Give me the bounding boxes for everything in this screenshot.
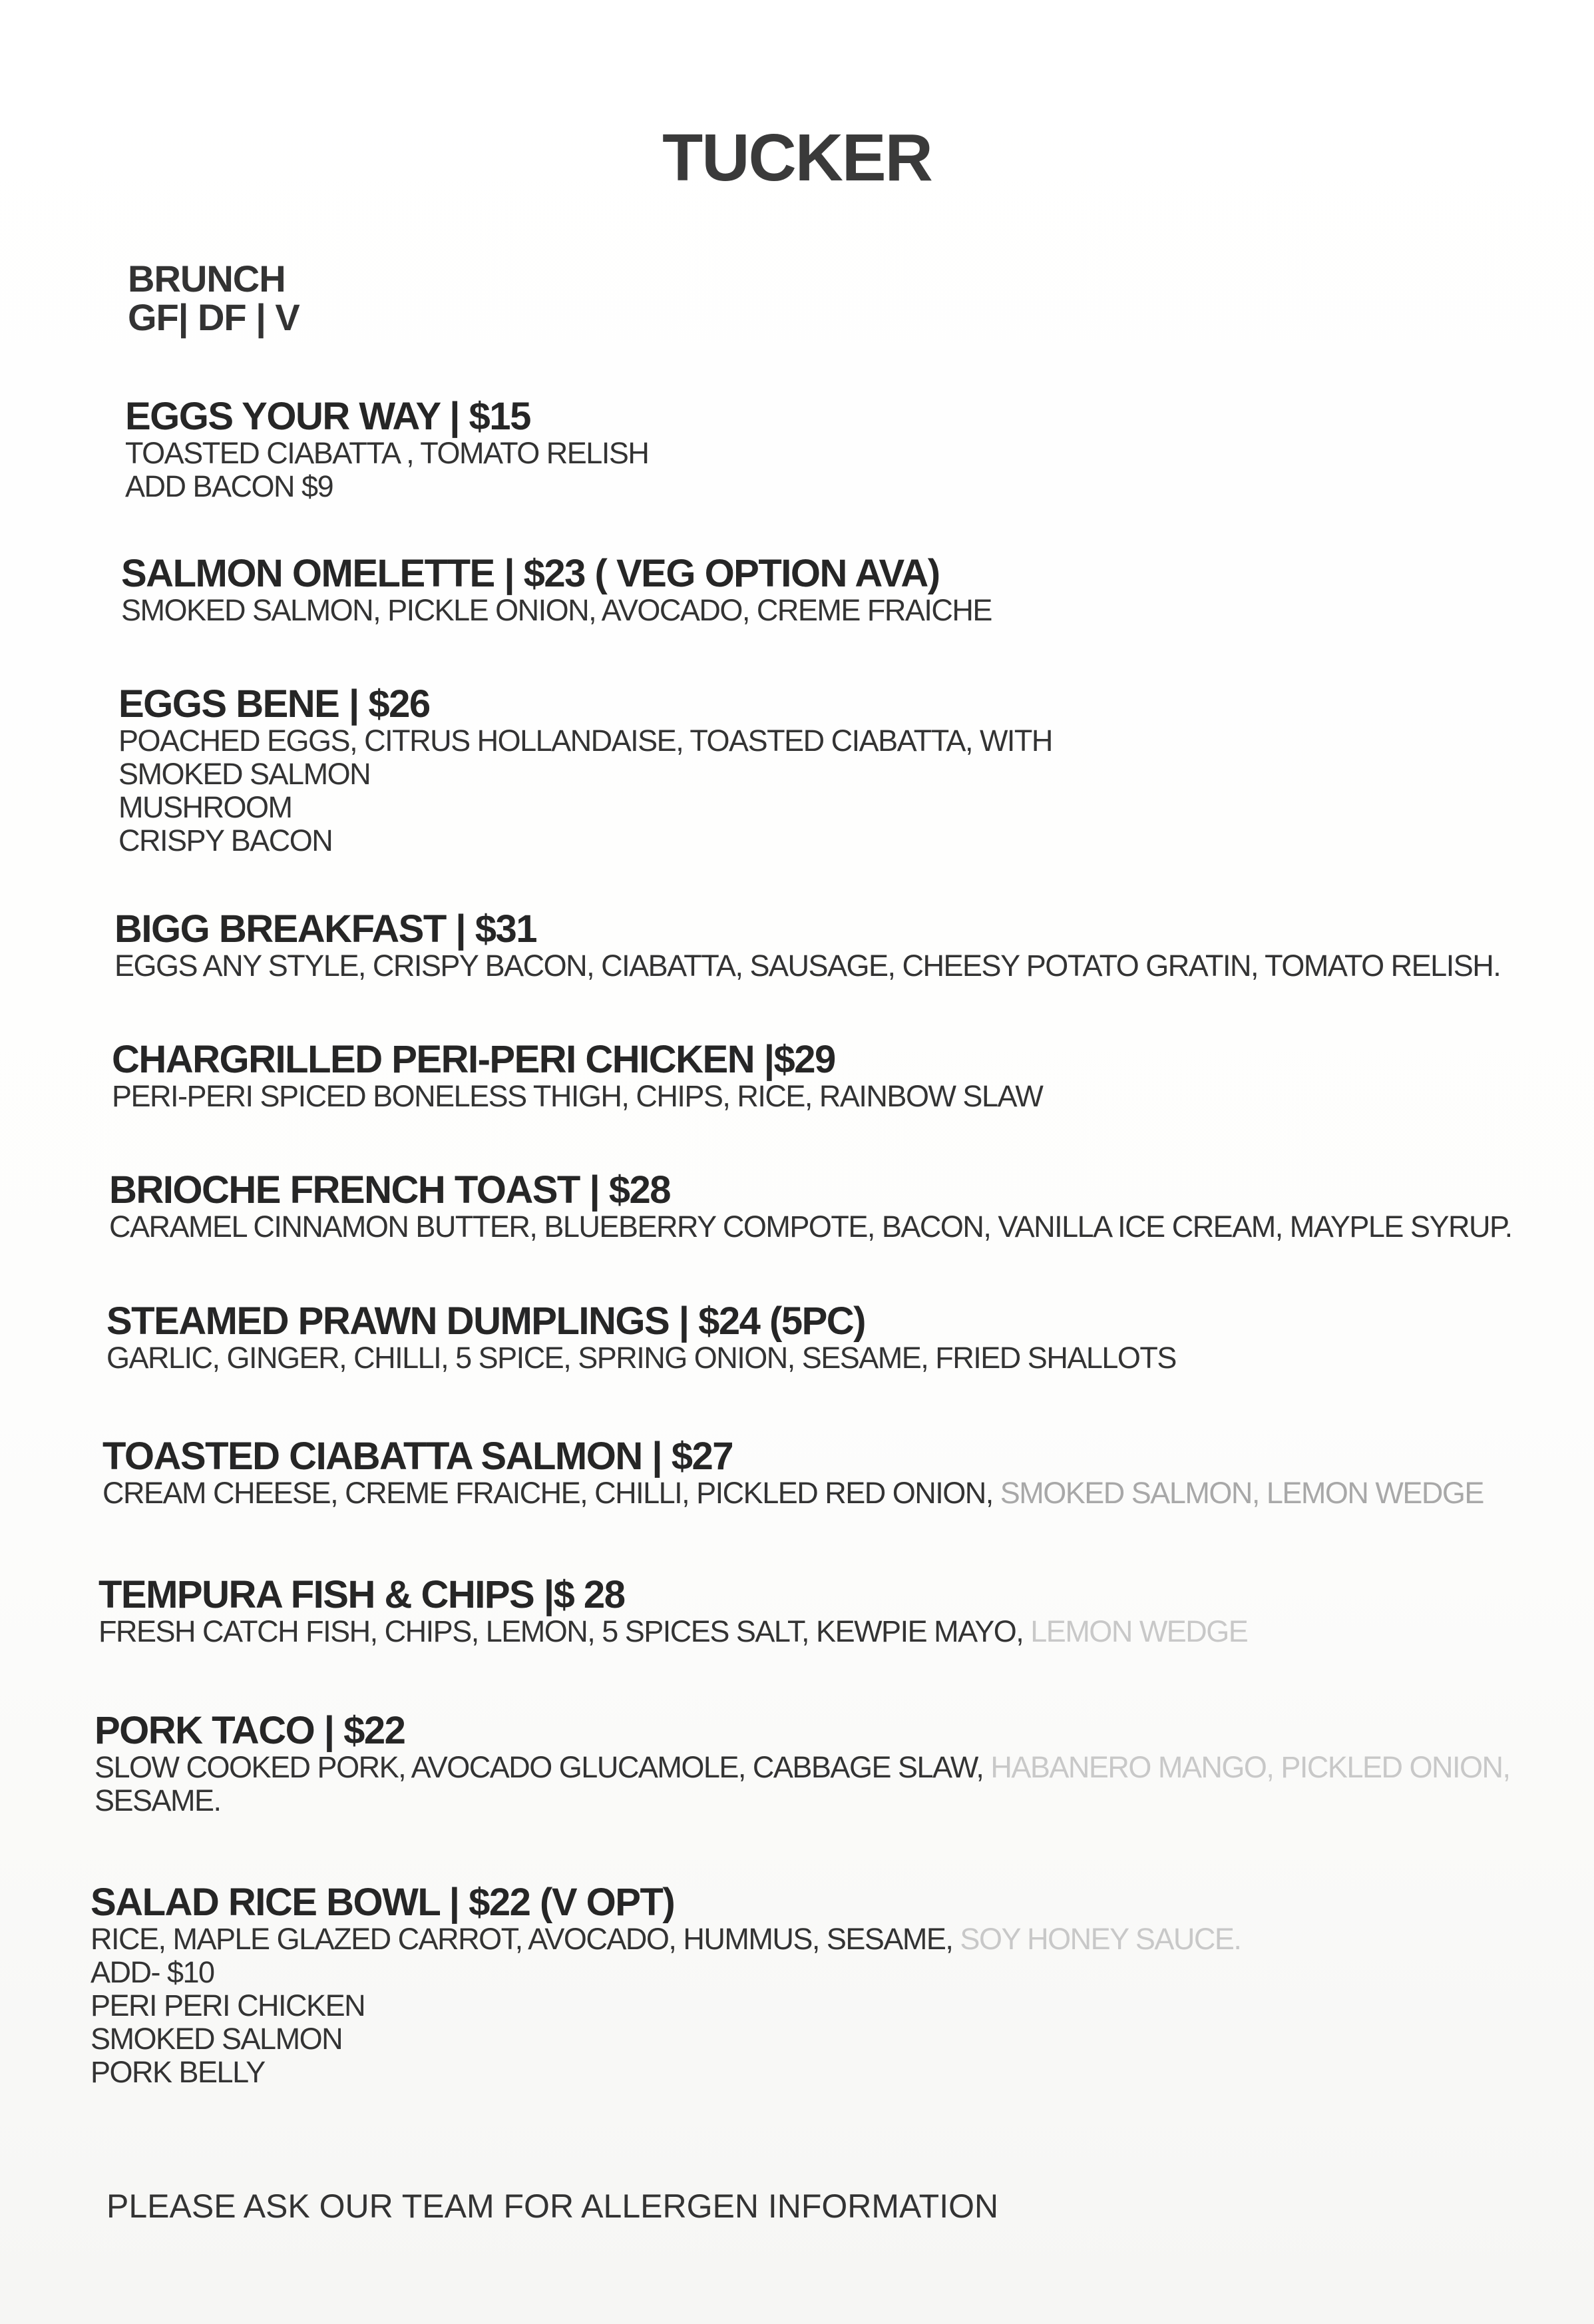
item-heading: EGGS BENE | $26 xyxy=(118,682,430,726)
item-heading: TOASTED CIABATTA SALMON | $27 xyxy=(102,1435,733,1478)
item-option: PERI PERI CHICKEN xyxy=(91,1988,365,2022)
menu-item xyxy=(106,1301,1571,1375)
item-heading: SALMON OMELETTE | $23 ( VEG OPTION AVA) xyxy=(121,552,940,595)
item-description: EGGS ANY STYLE, CRISPY BACON, CIABATTA, SAUSAGE, CHEESY POTATO GRATIN, TOMATO RELISH. xyxy=(114,949,1501,983)
item-description-faded: HABANERO MANGO, PICKLED ONION, xyxy=(983,1750,1510,1784)
item-description-faded: SOY HONEY SAUCE. xyxy=(952,1922,1241,1956)
menu-item xyxy=(102,1437,1567,1510)
dietary-tags: GF| DF | V xyxy=(128,296,299,338)
item-description-main: SLOW COOKED PORK, AVOCADO GLUCAMOLE, CABBAGE SLAW, xyxy=(95,1750,984,1784)
item-heading: PORK TACO | $22 xyxy=(95,1709,405,1752)
menu-item xyxy=(114,909,1579,983)
menu-item xyxy=(95,1711,1559,1817)
item-heading: BIGG BREAKFAST | $31 xyxy=(114,907,537,951)
menu-item xyxy=(118,684,1583,857)
item-description-main: FRESH CATCH FISH, CHIPS, LEMON, 5 SPICES SALT, KEWPIE MAYO, xyxy=(99,1614,1024,1648)
item-description: GARLIC, GINGER, CHILLI, 5 SPICE, SPRING ONION, SESAME, FRIED SHALLOTS xyxy=(106,1341,1176,1375)
section-name: BRUNCH xyxy=(128,258,286,300)
section-header xyxy=(128,260,299,337)
item-option: PORK BELLY xyxy=(91,2055,265,2089)
item-heading: EGGS YOUR WAY | $15 xyxy=(125,395,530,438)
menu-title: TUCKER xyxy=(662,120,932,195)
item-option: MUSHROOM xyxy=(118,790,292,824)
item-description-cont: SESAME. xyxy=(95,1783,221,1817)
menu-item xyxy=(121,554,1585,627)
item-description xyxy=(102,1477,1567,1510)
menu-item xyxy=(109,1170,1573,1244)
menu-item xyxy=(91,1883,1555,2089)
menu-item xyxy=(125,397,1589,503)
item-option: CRISPY BACON xyxy=(118,823,333,857)
item-addon: ADD- $10 xyxy=(91,1955,214,1989)
item-description-faded: LEMON WEDGE xyxy=(1023,1614,1248,1648)
item-description: SMOKED SALMON, PICKLE ONION, AVOCADO, CREME FRAICHE xyxy=(121,593,992,627)
item-description: PERI-PERI SPICED BONELESS THIGH, CHIPS, RICE, RAINBOW SLAW xyxy=(112,1079,1043,1113)
item-description xyxy=(91,1923,1555,1956)
item-heading: SALAD RICE BOWL | $22 (V OPT) xyxy=(91,1881,675,1924)
item-addon: ADD BACON $9 xyxy=(125,469,333,503)
item-description: TOASTED CIABATTA , TOMATO RELISH xyxy=(125,436,649,470)
item-description: POACHED EGGS, CITRUS HOLLANDAISE, TOASTED CIABATTA, WITH xyxy=(118,724,1052,758)
item-description: CARAMEL CINNAMON BUTTER, BLUEBERRY COMPOTE, BACON, VANILLA ICE CREAM, MAYPLE SYRUP. xyxy=(109,1210,1512,1244)
item-heading: CHARGRILLED PERI-PERI CHICKEN |$29 xyxy=(112,1038,835,1081)
item-description xyxy=(95,1751,1559,1784)
item-heading: TEMPURA FISH & CHIPS |$ 28 xyxy=(99,1573,625,1616)
item-heading: BRIOCHE FRENCH TOAST | $28 xyxy=(109,1168,671,1212)
item-description-faded: SMOKED SALMON, LEMON WEDGE xyxy=(992,1476,1484,1510)
menu-item xyxy=(99,1575,1563,1648)
item-option: SMOKED SALMON xyxy=(118,757,371,791)
item-description xyxy=(99,1615,1563,1648)
item-heading: STEAMED PRAWN DUMPLINGS | $24 (5PC) xyxy=(106,1299,865,1343)
item-option: SMOKED SALMON xyxy=(91,2022,343,2056)
item-description-main: RICE, MAPLE GLAZED CARROT, AVOCADO, HUMMUS, SESAME, xyxy=(91,1922,953,1956)
allergen-notice: PLEASE ASK OUR TEAM FOR ALLERGEN INFORMATION xyxy=(106,2188,999,2225)
menu-item xyxy=(112,1040,1576,1113)
item-description-main: CREAM CHEESE, CREME FRAICHE, CHILLI, PICKLED RED ONION, xyxy=(102,1476,993,1510)
